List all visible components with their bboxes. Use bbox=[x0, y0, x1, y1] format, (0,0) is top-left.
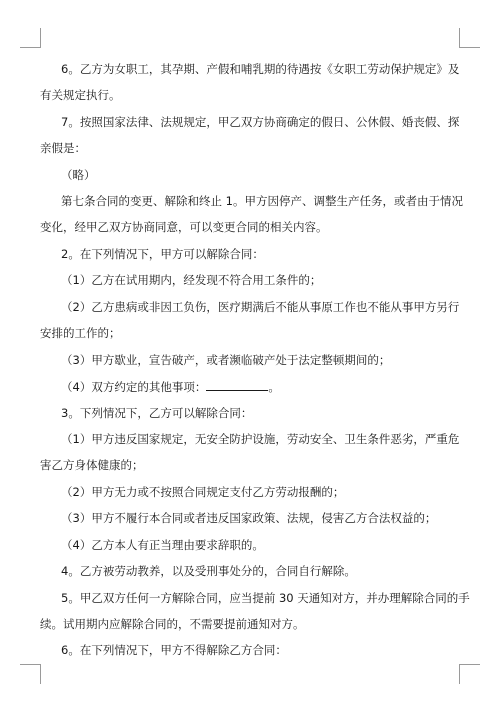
paragraph-line: （1）乙方在试用期内，经发现不符合用工条件的； bbox=[61, 273, 322, 287]
crop-mark-bottom-left-vertical bbox=[40, 664, 41, 684]
other-matters-label: （4）双方约定的其他事项： bbox=[61, 380, 207, 394]
paragraph-line: 续。试用期内应解除合同的，不需要提前通知对方。 bbox=[40, 617, 305, 631]
crop-mark-bottom-right-horizontal bbox=[459, 664, 480, 665]
paragraph-line: 6。在下列情况下，甲方不得解除乙方合同： bbox=[61, 643, 287, 657]
paragraph-line: 7。按照国家法律、法规规定，甲乙双方协商确定的假日、公休假、婚丧假、探 bbox=[61, 115, 460, 129]
paragraph-line: 害乙方身体健康的； bbox=[40, 458, 144, 472]
paragraph-line: 安排的工作的； bbox=[40, 326, 121, 340]
paragraph-line: （2）乙方患病或非因工负伤，医疗期满后不能从事原工作也不能从事甲方另行 bbox=[61, 300, 460, 314]
paragraph-line: 2。在下列情况下，甲方可以解除合同： bbox=[61, 247, 264, 261]
paragraph-line: 6。乙方为女职工，其孕期、产假和哺乳期的待遇按《女职工劳动保护规定》及 bbox=[61, 62, 460, 76]
paragraph-line: （2）甲方无力或不按照合同规定支付乙方劳动报酬的； bbox=[61, 485, 345, 499]
crop-mark-top-right-vertical bbox=[459, 28, 460, 48]
paragraph-line: 5。甲乙双方任何一方解除合同，应当提前 30 天通知对方，并办理解除合同的手 bbox=[61, 591, 470, 605]
paragraph-line: 变化，经甲乙双方协商同意，可以变更合同的相关内容。 bbox=[40, 220, 328, 234]
paragraph-line: （1）甲方违反国家规定，无安全防护设施，劳动安全、卫生条件恶劣，严重危 bbox=[61, 432, 460, 446]
paragraph-line: （略） bbox=[61, 168, 96, 182]
paragraph-line: （4）乙方本人有正当理由要求辞职的。 bbox=[61, 538, 264, 552]
paragraph-line bbox=[61, 379, 280, 395]
sentence-end: 。 bbox=[268, 380, 280, 394]
paragraph-line: 4。乙方被劳动教养，以及受刑事处分的，合同自行解除。 bbox=[61, 564, 356, 578]
crop-mark-top-right-horizontal bbox=[459, 47, 480, 48]
paragraph-line: 3。下列情况下，乙方可以解除合同： bbox=[61, 406, 253, 420]
crop-mark-bottom-left-horizontal bbox=[20, 664, 41, 665]
paragraph-line: （3）甲方不履行本合同或者违反国家政策、法规，侵害乙方合法权益的； bbox=[61, 511, 437, 525]
paragraph-line: 第七条合同的变更、解除和终止 1。甲方因停产、调整生产任务，或者由于情况 bbox=[61, 194, 463, 208]
crop-mark-top-left-vertical bbox=[40, 28, 41, 48]
fill-in-blank bbox=[206, 379, 268, 391]
paragraph-line: （3）甲方歇业，宣告破产，或者濒临破产处于法定整顿期间的； bbox=[61, 353, 391, 367]
paragraph-line: 亲假是： bbox=[40, 141, 86, 155]
paragraph-line: 有关规定执行。 bbox=[40, 88, 121, 102]
crop-mark-top-left-horizontal bbox=[20, 47, 41, 48]
crop-mark-bottom-right-vertical bbox=[459, 664, 460, 684]
